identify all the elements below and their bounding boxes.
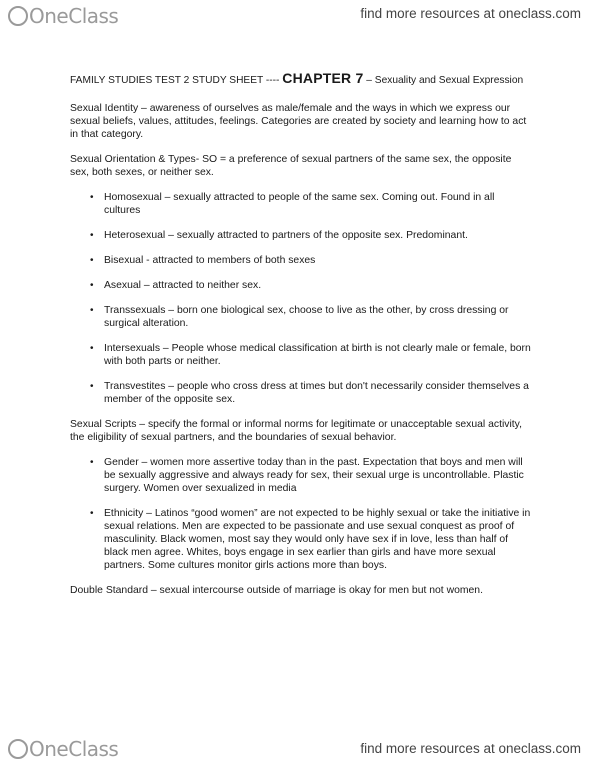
logo-text: OneClass <box>29 4 119 28</box>
oneclass-logo-icon <box>8 739 28 759</box>
oneclass-logo-icon <box>8 6 28 26</box>
list-item: • Heterosexual – sexually attracted to partners of the opposite sex. Predominant. <box>70 229 532 242</box>
page-header <box>0 0 595 40</box>
document-body <box>70 72 532 609</box>
list-item: • Ethnicity – Latinos “good women” are not expected to be highly sexual or take the initiative in sexual relations. Men are expected to be passionate and use sexual conquest as proof of masculinity. Black women, most say they would only have sex if in love, less than half of black men agree. Whites, boys engage in sex earlier than girls and have more sexual partners. Some cultures monitor girls actions more than boys. <box>70 507 532 572</box>
page-footer <box>0 735 595 770</box>
chapter-heading: CHAPTER 7 <box>282 70 364 86</box>
sexual-orientation-paragraph: Sexual Orientation & Types- SO = a preference of sexual partners of the same sex, the opposite sex, both sexes, or neither sex. <box>70 154 512 178</box>
list-item: • Transvestites – people who cross dress at times but don't necessarily consider themselves a member of the opposite sex. <box>70 380 532 406</box>
oneclass-footer-logo[interactable] <box>8 737 118 761</box>
list-item: • Bisexual - attracted to members of both sexes <box>70 254 532 267</box>
list-item: • Asexual – attracted to neither sex. <box>70 279 532 292</box>
title-prefix: FAMILY STUDIES TEST 2 STUDY SHEET ---- <box>70 75 283 86</box>
oneclass-logo[interactable] <box>8 4 118 28</box>
document-title <box>70 72 532 87</box>
footer-resources-link[interactable]: find more resources at oneclass.com <box>360 741 581 756</box>
logo-text: OneClass <box>29 737 119 761</box>
title-suffix: – Sexuality and Sexual Expression <box>363 75 524 86</box>
list-item: • Transsexuals – born one biological sex, choose to live as the other, by cross dressing or surgical alteration. <box>70 304 532 330</box>
double-standard-paragraph: Double Standard – sexual intercourse outside of marriage is okay for men but not women. <box>70 585 483 596</box>
list-item: • Gender – women more assertive today than in the past. Expectation that boys and men will be sexually aggressive and always ready for sex, their sexual urge is uncontrollable. Plastic surgery. Women over sexualized in media <box>70 456 532 495</box>
sexual-identity-paragraph: Sexual Identity – awareness of ourselves as male/female and the ways in which we express our sexual beliefs, values, attitudes, feelings. Categories are created by society and learning how to act in that category. <box>70 103 527 140</box>
sexual-scripts-paragraph: Sexual Scripts – specify the formal or informal norms for legitimate or unacceptable sexual activity, the eligibility of sexual partners, and the boundaries of sexual behavior. <box>70 419 522 443</box>
list-item: • Intersexuals – People whose medical classification at birth is not clearly male or female, born with both parts or neither. <box>70 342 532 368</box>
list-item: • Homosexual – sexually attracted to people of the same sex. Coming out. Found in all cultures <box>70 191 532 217</box>
scripts-list <box>70 456 532 572</box>
resources-link[interactable]: find more resources at oneclass.com <box>360 6 581 21</box>
orientation-list <box>70 191 532 406</box>
